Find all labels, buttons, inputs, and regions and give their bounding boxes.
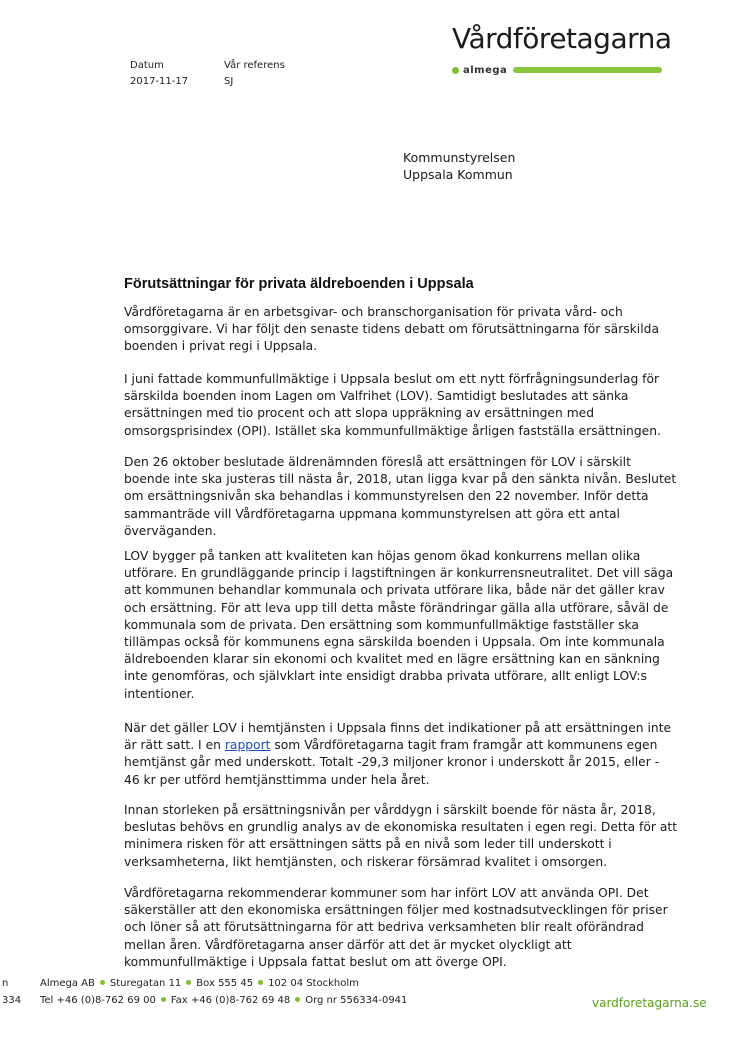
logo-subbar bbox=[452, 64, 662, 76]
letter-title: Förutsättningar för privata äldreboenden i Uppsala bbox=[124, 276, 474, 292]
footer-city: 102 04 Stockholm bbox=[268, 978, 359, 989]
green-dot-icon bbox=[186, 980, 191, 985]
green-dot-icon bbox=[161, 997, 166, 1002]
paragraph-line: utförare. En grundläggande princip i lagstiftningen är konkurrensneutralitet. Det vill säga bbox=[124, 566, 674, 581]
paragraph-line: om ersättningsnivån ska behandlas i kommunstyrelsen den 22 november. Inför detta bbox=[124, 489, 649, 504]
paragraph-line: intentioner. bbox=[124, 686, 195, 701]
paragraph-1 bbox=[124, 304, 659, 356]
paragraph-line: kommunfullmäktige i Uppsala fattat beslut om att överge OPI. bbox=[124, 954, 507, 969]
paragraph-line: och löner så att förutsättningarna för att bedriva verksamheten blir realt oförändrad bbox=[124, 920, 644, 935]
paragraph-line: att kommunen behandlar kommunala och privata utförare lika, både när det gäller krav bbox=[124, 583, 665, 598]
almega-logo: almega bbox=[463, 64, 508, 76]
green-dot-icon bbox=[452, 67, 459, 74]
footer-contact bbox=[40, 995, 407, 1006]
paragraph-line: hemtjänst går med underskott. Totalt -29,3 miljoner kronor i underskott år 2015, eller - bbox=[124, 755, 660, 770]
report-link[interactable]: rapport bbox=[224, 738, 271, 753]
logo-accent-bar bbox=[513, 67, 662, 73]
paragraph-line: minimera risken för att ersättningen sätts på en nivå som leder till underskott i bbox=[124, 837, 612, 852]
text-segment: som Vårdföretagarna tagit fram framgår att kommunens egen bbox=[270, 738, 658, 753]
paragraph-line: överväganden. bbox=[124, 523, 217, 538]
paragraph-line: beslutas behövs en grundlig analys av de ekonomiska resultaten i egen regi. Detta för att bbox=[124, 820, 678, 835]
green-dot-icon bbox=[258, 980, 263, 985]
paragraph-5 bbox=[124, 720, 672, 789]
paragraph-line: Innan storleken på ersättningsnivån per vårddygn i särskilt boende för nästa år, 2018, bbox=[124, 803, 656, 817]
paragraph-line: När det gäller LOV i hemtjänsten i Uppsala finns det indikationer på att ersättningen inte bbox=[124, 721, 672, 735]
footer-street: Sturegatan 11 bbox=[109, 978, 182, 989]
paragraph-4 bbox=[124, 548, 674, 703]
paragraph-line: Vårdföretagarna är en arbetsgivar- och branschorganisation för privata vård- och bbox=[124, 305, 623, 319]
paragraph-line: boende inte ska justeras till nästa år, 2018, utan ligga kvar på den sänkta nivån. Beslutet bbox=[124, 472, 677, 487]
paragraph-line: 46 kr per utförd hemtjänsttimma under hela året. bbox=[124, 772, 430, 787]
green-dot-icon bbox=[295, 997, 300, 1002]
paragraph-2 bbox=[124, 371, 661, 440]
paragraph-line: LOV bygger på tanken att kvaliteten kan höjas genom ökad konkurrens mellan olika bbox=[124, 549, 641, 563]
recipient-line-2: Uppsala Kommun bbox=[403, 167, 513, 182]
footer-fax: Fax +46 (0)8-762 69 48 bbox=[170, 995, 291, 1006]
paragraph-6 bbox=[124, 802, 678, 871]
logo-wordmark: Vårdföretagarna bbox=[452, 22, 672, 55]
paragraph-line: verksamheterna, likt hemtjänsten, och riskerar försämrad kvalitet i omsorgen. bbox=[124, 854, 608, 869]
edge-fragment: n bbox=[2, 978, 9, 989]
edge-fragment: 334 bbox=[2, 995, 22, 1006]
footer-phone: Tel +46 (0)8-762 69 00 bbox=[40, 995, 156, 1006]
reference-value: SJ bbox=[224, 76, 234, 87]
paragraph-line: ersättningen med tio procent och att slopa uppräkning av ersättningen med bbox=[124, 406, 595, 421]
paragraph-line: I juni fattade kommunfullmäktige i Uppsala beslut om ett nytt förfrågningsunderlag för bbox=[124, 372, 660, 386]
text-segment: är rätt satt. I en bbox=[124, 738, 225, 753]
reference-label: Vår referens bbox=[224, 60, 285, 71]
paragraph-line: Den 26 oktober beslutade äldrenämnden föreslå att ersättningen för LOV i särskilt bbox=[124, 455, 631, 469]
paragraph-3 bbox=[124, 454, 677, 540]
paragraph-line: omsorggivare. Vi har följt den senaste tidens debatt om förutsättningarna för särskilda bbox=[124, 322, 659, 337]
footer-company: Almega AB bbox=[40, 978, 95, 989]
paragraph-line: sammanträde vill Vårdföretagarna uppmana kommunstyrelsen att göra ett antal bbox=[124, 506, 620, 521]
paragraph-line: och ersättning. För att leva upp till detta måste förändringar gälla alla utförare, såväl de bbox=[124, 600, 669, 615]
paragraph-line: Vårdföretagarna rekommenderar kommuner som har infört LOV att använda OPI. Det bbox=[124, 886, 649, 900]
paragraph-line: boenden i privat regi i Uppsala. bbox=[124, 339, 318, 354]
footer-box: Box 555 45 bbox=[196, 978, 254, 989]
paragraph-line: särskilda boenden inom Lagen om Valfrihet (LOV). Samtidigt beslutades att sänka bbox=[124, 389, 629, 404]
paragraph-line: kommunala som de privata. Den ersättning som kommunfullmäktige fastställer ska bbox=[124, 617, 639, 632]
paragraph-line: omsorgsprisindex (OPI). Istället ska kommunfullmäktige årligen fastställa ersättningen. bbox=[124, 423, 661, 438]
paragraph-line: säkerställer att den ekonomiska ersättningen följer med kostnadsutvecklingen för priser bbox=[124, 903, 668, 918]
recipient-line-1: Kommunstyrelsen bbox=[403, 150, 516, 165]
paragraph-line: inte genomföras, och självklart inte ensidigt drabba privata utförare, allt enligt LOV:s bbox=[124, 669, 647, 684]
green-dot-icon bbox=[100, 980, 105, 985]
footer-website-link[interactable]: vardforetagarna.se bbox=[592, 996, 707, 1010]
paragraph-line: mellan åren. Vårdföretagarna anser därför att det är mycket olyckligt att bbox=[124, 937, 572, 952]
paragraph-line bbox=[124, 737, 658, 754]
paragraph-line: tillämpas också för kommunens egna särskilda boenden i Uppsala. Om inte kommunala bbox=[124, 635, 665, 650]
date-value: 2017-11-17 bbox=[130, 76, 189, 87]
date-label: Datum bbox=[130, 60, 164, 71]
paragraph-7 bbox=[124, 885, 668, 971]
footer-orgnr: Org nr 556334-0941 bbox=[305, 995, 408, 1006]
paragraph-line: äldreboenden klarar sin ekonomi och kvalitet med en lägre ersättning kan en sänkning bbox=[124, 652, 660, 667]
footer-address bbox=[40, 978, 359, 989]
